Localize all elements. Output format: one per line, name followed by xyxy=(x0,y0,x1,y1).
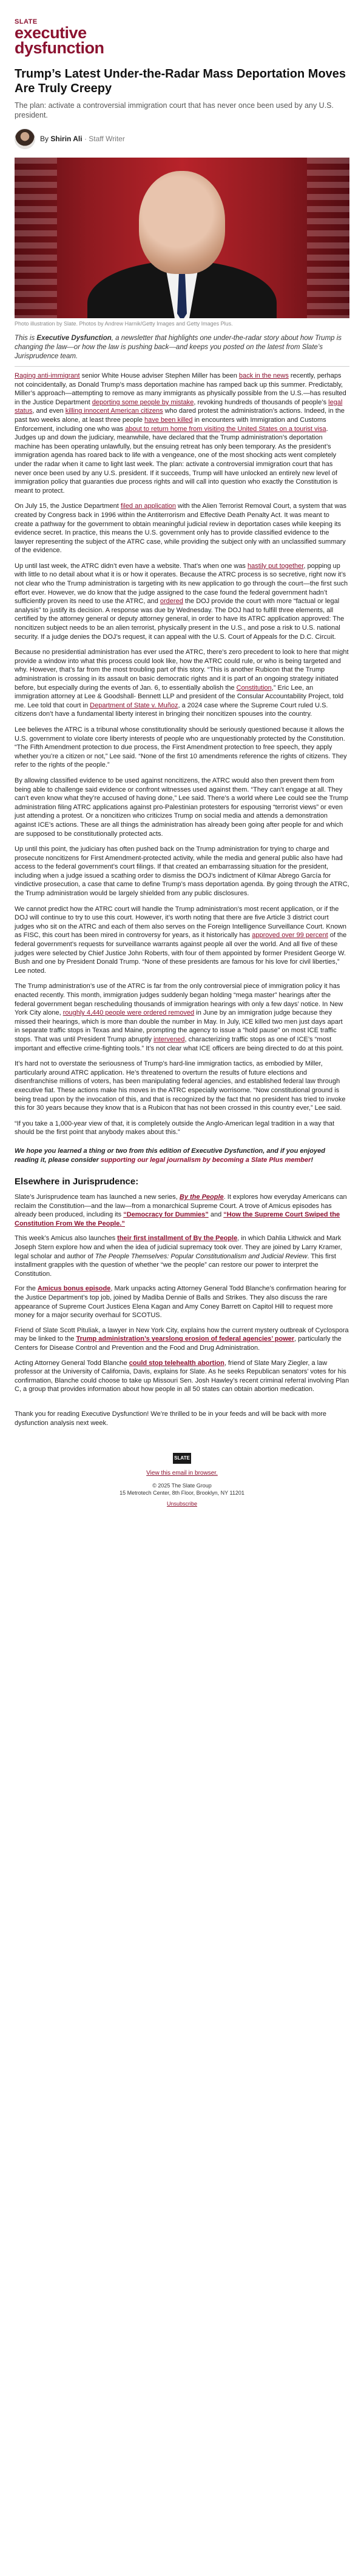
unsubscribe-link[interactable]: Unsubscribe xyxy=(166,1501,198,1507)
inline-link[interactable]: have been killed xyxy=(144,416,193,424)
inline-link[interactable]: Constitution xyxy=(236,684,272,692)
text-run: The Trump administration’s use of the ATRC is far from the only controversial piece of immigration policy it has enacted recently. This month, immigration judges suddenly began holding “mega master” hearings after the federal government began rescheduling thousands of immigration hearings with only a few days’ notice. In New York City alone, xyxy=(15,983,343,1017)
body-paragraph xyxy=(15,905,349,976)
inline-link[interactable]: intervened xyxy=(153,1035,185,1043)
signoff: Thank you for reading Executive Dysfunction! We’re thrilled to be in your feeds and will be back with more dysfunction analysis next week. xyxy=(15,1410,326,1427)
text-run: , popping up with little to no detail about what it is or how it operates. Because the ATRC process is so secretive, right now it’s not clear who the Trump administration is targeting with its new application to go through the court—the first such effort ever. However, we do know that the judge assigned to the case found the federal government hadn’t sufficiently proven its need to use the ATRC, and xyxy=(15,562,348,606)
inline-link[interactable]: Raging anti-immigrant xyxy=(15,372,80,379)
text-run: Up until this point, the judiciary has often pushed back on the Trump administration for trying to charge and prosecute noncitizens for First Amendment-protected activity, while the media and general public also have had access to the federal government’s court filings. If that created an embarrassing situation for the president, including when a judge issued a scathing order to dismiss the DOJ’s indictment of Kilmar Abrego García for vindictive prosecution, a case that came to define Trump’s mass deportation agenda. By going through the ATRC, the Trump administration would be largely shielded from any public disclosures. xyxy=(15,846,349,898)
footer-logo[interactable]: SLATE xyxy=(173,1453,191,1464)
text-run: , Mark unpacks acting Attorney General Todd Blanche’s confirmation hearing for the Justice Department’s top job, joined by Madiba Dennie of Balls and Strikes. They also discuss the rare appearance of Supreme Court Justices Elena Kagan and Amy Coney Barrett on Capitol Hill to request more money for a major security overhaul for SCOTUS. xyxy=(15,1285,346,1320)
article-body xyxy=(15,372,349,1137)
inline-link[interactable]: “Democracy for Dummies” xyxy=(123,1211,209,1219)
text-run: , a 2024 case where the Supreme Court ruled U.S. citizens don’t have a fundamental liberty interest in bringing their noncitizen spouses into the country. xyxy=(15,701,328,718)
inline-link[interactable]: filed an application xyxy=(120,502,176,510)
inline-link[interactable]: “How the Supreme Court Swiped the Constitution From We the People.” xyxy=(15,1211,340,1227)
jurisprudence-list xyxy=(15,1193,349,1394)
text-run: It’s hard not to overstate the seriousness of Trump’s hard-line immigration tactics, as embodied by Miller, particularly around ATRC application. He’s threatened to overturn the results of future elections and disenfranchise millions of voters, has been manipulating federal agencies, and established federal law through executive fiat. These actions make his moves in the ATRC especially worrisome. “Now constitutional ground is being tread upon by the invocation of this, and that is recognized by the fact that no president has tried to invoke this for 30 years because they know that is a Rubicon that has not been crossed in this country ever,” Lee said. xyxy=(15,1060,346,1112)
body-paragraph xyxy=(15,648,349,719)
author-avatar xyxy=(15,128,35,149)
newsletter-brand-line1: executive xyxy=(15,24,87,42)
inline-link[interactable]: could stop telehealth abortion xyxy=(129,1359,224,1367)
masthead xyxy=(0,0,364,56)
inline-link[interactable]: hastily put together xyxy=(248,562,304,570)
article-dek: The plan: activate a controversial immigration court that has never once been used by any U.S. president. xyxy=(15,101,334,119)
intro-part2: , a newsletter that highlights one under-the-radar story about how Trump is changing the law—or how the law is pushing back—and keeps you posted on the latest from Slate’s Jurisprudence team. xyxy=(15,335,342,360)
text-run: , characterizing traffic stops as one of ICE’s “most important and effective crime-fighting tools.” It’s not clear what ICE officers are being directed to do at this point. xyxy=(15,1035,344,1052)
inline-link[interactable]: legal status xyxy=(15,398,343,415)
inline-link[interactable]: ordered xyxy=(160,598,183,606)
hero-portrait xyxy=(139,171,225,274)
body-paragraph xyxy=(15,372,349,495)
text-run: . This first installment grapples with the question of whether “we the people” can restore our power to interpret the Constitution. xyxy=(15,1252,336,1278)
text-run: with the Alien Terrorist Removal Court, a system that was created by Congress back in 1996 within the Antiterrorism and Effective Death Penalty Act. It was meant to create a pathway for the government to obtain meaningful judicial review in deportation cases while keeping its evidence secret. In practice, this means the U.S. government only has to provide classified evidence to the lawyer representing the subject of the ATRC case, while providing the subject only with an unclassified summary of the evidence. xyxy=(15,502,347,555)
author-role: Staff Writer xyxy=(89,135,125,143)
text-run: of the federal government’s requests for surveillance warrants against people all over the world. And all five of these judges were selected by Chief Justice John Roberts, with four of them appointed by former President George W. Bush and one by President Donald Trump. “None of these presidents are famous for his love for civil liberties,” Lee noted. xyxy=(15,932,347,975)
text-run: in June by an immigration judge because they missed their hearings, which is more than double the number in May. In July, ICE killed two men just days apart in separate traffic stops in Texas and Maine, prompting the agency to issue a “hold pause” on most ICE traffic stops. That was until President Trump abruptly xyxy=(15,1009,343,1043)
text-run: senior White House adviser Stephen Miller has been xyxy=(79,372,239,379)
jurisprudence-item xyxy=(15,1193,349,1228)
text-run: who dared protest the administration’s actions. Indeed, in the past two weeks alone, at least three people xyxy=(15,407,345,424)
article-headline: Trump’s Latest Under-the-Radar Mass Deportation Moves Are Truly Creepy xyxy=(15,67,346,95)
jurisprudence-item xyxy=(15,1284,349,1320)
text-run: ,” Eric Lee, an immigration attorney at Lee & Goodshall- Bennett LLP and president of the Consular Accountability Project, told me. Lee told that court in xyxy=(15,684,344,709)
newsletter-brand-line2: dysfunction xyxy=(15,39,104,57)
content-column xyxy=(15,67,349,1507)
footer xyxy=(15,1452,349,1507)
text-run: and xyxy=(208,1211,224,1219)
text-run: Acting Attorney General Todd Blanche xyxy=(15,1359,129,1367)
byline-separator: · xyxy=(84,135,89,143)
text-run: By allowing classified evidence to be used against noncitizens, the ATRC would also then prevent them from being able to challenge said evidence or confront witnesses used against them. “They can’t engage at all. They can’t even know what they’re accused of having done,” Lee said. There’s a world where Lee could see the Trump administration filing ATRC applications against pro-Palestinian protesters for espousing “terrorist views” or even just attending a protest. Or a noncitizen who criticizes Trump on social media and attends a demonstration against ICE’s actions. These are all things the administration has already been going after people for and which are supposed to be constitutionally protected acts. xyxy=(15,776,348,838)
slate-brand[interactable]: SLATE xyxy=(15,18,38,25)
inline-link[interactable]: Amicus bonus episode xyxy=(37,1285,111,1293)
photo-credit: Photo illustration by Slate. Photos by Andrew Harnik/Getty Images and Getty Images Plus. xyxy=(15,321,233,327)
text-run: , in which Dahlia Lithwick and Mark Joseph Stern explore how and when the idea of judicial supremacy took over. They are joined by Larry Kramer, legal scholar and author of xyxy=(15,1235,342,1260)
slate-plus-link[interactable]: supporting our legal journalism by becoming a Slate Plus member xyxy=(100,1156,311,1164)
divider xyxy=(15,366,349,367)
text-run: For the xyxy=(15,1285,38,1293)
text-run: Because no presidential administration has ever used the ATRC, there’s zero precedent to look to here that might provide a window into what this process could look like, how the ATRC could rule, or who is being targeted and why. However, that’s far from the most troubling part of this story. “This is another Rubicon that the Trump administration is crossing in its assault on basic democratic rights and it is part of an ongoing strategy initiated before, but especially during the events of Jan. 6, to essentially abolish the xyxy=(15,649,349,692)
inline-link[interactable]: killing innocent American citizens xyxy=(65,407,163,415)
text-run: “If you take a 1,000-year view of that, it is completely outside the Anglo-American legal tradition in a way that should be the first point that anybody makes about this.” xyxy=(15,1119,335,1136)
byline-prefix: By xyxy=(40,135,49,143)
newsletter-intro xyxy=(15,334,349,361)
address: 15 Metrotech Center, 8th Floor, Brooklyn, NY 11201 xyxy=(120,1490,244,1497)
text-run: the DOJ provide the court with more “factual or legal analysis” to justify its decision. A response was due by Wednesday. The DOJ had to fulfill three elements, all certified by the attorney general or deputy attorney general, in order to have its ATRC application approved: The noncitizen subject needs to be an alien terrorist, physically present in the U.S., and pose a risk to U.S. national security. If a judge denies the DOJ’s request, it can appeal with the U.S. Court of Appeals for the D.C. Circuit. xyxy=(15,598,345,641)
body-paragraph xyxy=(15,726,349,770)
text-run: . Judges up and down the judiciary, meanwhile, have declared that the Trump administration’s deportation machine has been operating unlawfully, but the ensuing retreat has only been temporary. As the president’s immigration agenda has roared back to life with a vengeance, one of the most shocking acts went completely under the radar when it came to light last week. The plan: activate a controversial immigration court that has never once been used by any U.S. president. If it succeeds, Trump will have unlocked an entirely new level of immigration policy that guaranties due process rights and will call into question who exactly the Constitution is meant to protect. xyxy=(15,425,338,495)
body-paragraph xyxy=(15,982,349,1053)
hero-image xyxy=(15,158,349,318)
intro-brand: Executive Dysfunction xyxy=(36,335,112,342)
inline-link[interactable]: Department of State v. Muñoz xyxy=(90,701,178,709)
text-run: This week’s Amicus also launches xyxy=(15,1235,118,1243)
body-paragraph xyxy=(15,1059,349,1113)
view-in-browser xyxy=(15,1470,349,1477)
text-run: Friend of Slate Scott Pituliak, a lawyer in New York City, explains how the current mystery outbreak of Cyclospora may be linked to the xyxy=(15,1326,349,1343)
text-run: , friend of Slate Mary Ziegler, a law professor at the University of California, Davis, explains for Slate. As he seeks Republican senators’ votes for his confirmation, Blanche could choose to take up Missouri Sen. Josh Hawley’s recent criminal referral involving Plan C, a group that provides information about how people in all 50 states can obtain abortion medication. xyxy=(15,1359,349,1393)
text-run: Lee believes the ATRC is a tribunal whose constitutionality should be seriously questioned because it allows the U.S. government to violate core liberty interests of people who are unquestionably protected by the Constitution. “The Fifth Amendment protection to due process, the First Amendment protection to free speech, they apply whether you’re a citizen or not,” Lee said. “None of the first 10 amendments reference the rights of citizens. They refer to the rights of the people.” xyxy=(15,726,347,769)
inline-link[interactable]: about to return home from visiting the United States on a tourist visa xyxy=(125,425,326,433)
text-run: Up until last week, the ATRC didn’t even have a website. That’s when one was xyxy=(15,562,248,570)
jurisprudence-item xyxy=(15,1234,349,1278)
text-run: The People Themselves: Popular Constitutionalism and Judicial Review xyxy=(95,1252,308,1260)
text-run: We cannot predict how the ATRC court will handle the Trump administration’s most recent application, or if the DOJ will continue to try to use this court. However, it’s worth noting that there are five Article 3 district court judges who sit on the ATRC and each of them also serves on the Foreign Intelligence Surveillance Court. Known as FISC, this court has been mired in controversy for years, as it historically has xyxy=(15,905,347,939)
text-run: , revoking hundreds of thousands of people’s xyxy=(194,398,329,406)
intro-part1: This is xyxy=(15,335,37,342)
inline-link[interactable]: Trump administration’s yearslong erosion of federal agencies’ power xyxy=(76,1335,295,1343)
text-run: in encounters with Immigration and Customs Enforcement, including one who was xyxy=(15,416,326,433)
body-paragraph xyxy=(15,502,349,555)
copyright: © 2025 The Slate Group xyxy=(152,1483,212,1489)
body-paragraph xyxy=(15,776,349,838)
jurisprudence-item xyxy=(15,1326,349,1353)
text-run: . It explores how everyday Americans can reclaim the Constitution—and the law—from a monarchical Supreme Court. A trove of Amicus episodes has already been produced, including its xyxy=(15,1193,347,1219)
view-in-browser-link[interactable]: View this email in browser. xyxy=(146,1470,218,1477)
flag-right xyxy=(307,158,349,318)
jurisprudence-item xyxy=(15,1359,349,1394)
membership-cta xyxy=(15,1147,349,1164)
text-run: Slate’s Jurisprudence team has launched a new series, xyxy=(15,1193,180,1201)
inline-link[interactable]: their first installment of By the People xyxy=(117,1235,238,1243)
cta-text-2: ! xyxy=(311,1156,314,1164)
body-paragraph xyxy=(15,562,349,641)
text-run: , particularly the Centers for Disease Control and Prevention and the Food and Drug Administration. xyxy=(15,1335,342,1352)
text-run: , and even xyxy=(32,407,66,415)
body-paragraph xyxy=(15,845,349,898)
cta-text-1: We hope you learned a thing or two from this edition of Executive Dysfunction, and if you enjoyed reading it, please consider xyxy=(15,1147,325,1164)
byline xyxy=(15,128,349,149)
body-paragraph xyxy=(15,1119,349,1137)
jurisprudence-heading: Elsewhere in Jurisprudence: xyxy=(15,1176,139,1187)
inline-link[interactable]: approved over 99 percent xyxy=(252,932,328,939)
byline-text xyxy=(40,135,125,143)
flag-left xyxy=(15,158,57,318)
inline-link[interactable]: back in the news xyxy=(238,372,289,379)
author-name[interactable]: Shirin Ali xyxy=(50,135,83,143)
unsubscribe xyxy=(15,1501,349,1507)
inline-link[interactable]: deporting some people by mistake xyxy=(92,398,194,406)
inline-link[interactable]: By the People xyxy=(179,1193,224,1201)
inline-link[interactable]: roughly 4,440 people were ordered removed xyxy=(62,1009,195,1017)
text-run: On July 15, the Justice Department xyxy=(15,502,121,510)
text-run: recently, perhaps not coincidentally, as Donald Trump’s mass deportation machine has ramped back up this summer. Predictably, Miller’s approach—attempting to remove as many immigrants as physically possible from the U.S.—has resulted in the Justice Department xyxy=(15,372,346,406)
